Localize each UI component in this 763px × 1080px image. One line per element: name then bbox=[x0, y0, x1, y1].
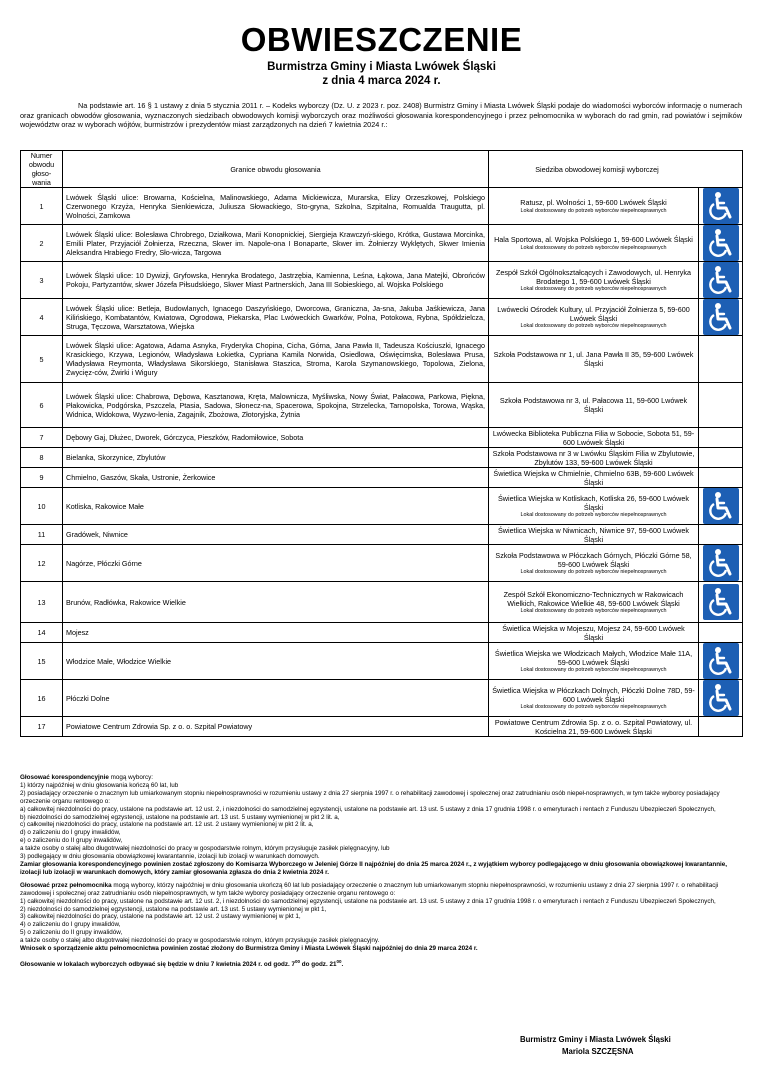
table-row bbox=[21, 468, 743, 488]
commission-seat bbox=[489, 336, 699, 383]
voting-info bbox=[20, 774, 742, 969]
proxy-heading: Głosować przez pełnomocnika mogą wyborcy, którzy najpóźniej w dniu głosowania ukończą 60 lat lub posiadający orzeczenie o znacznym lub umiarkowanym stopniu niepełnosprawności, w rozumieniu ustawy z dnia 27 sierpnia 1997 r. o rehabilitacji zawodowej i społecznej oraz zatrudnianiu osób niepełnosprawnych, w tym także wyborcy posiadający orzeczenie organu rentowego o: bbox=[20, 881, 719, 897]
proxy-deadline: Wniosek o sporządzenie aktu pełnomocnictwa powinien zostać złożony do Burmistrza Gminy i Miasta Lwówek Śląski najpóźniej do dnia 29 marca 2024 r. bbox=[20, 945, 478, 953]
seat-address: Zespół Szkół Ogólnokształcących i Zawodowych, ul. Henryka Brodatego 1, 59-600 Lwówek Śląski bbox=[496, 267, 691, 286]
column-header-seat: Siedziba obwodowej komisji wyborczej bbox=[489, 151, 743, 188]
seat-address: Powiatowe Centrum Zdrowia Sp. z o. o. Szpital Powiatowy, ul. Kościelna 21, 59-600 Lwówek Śląski bbox=[494, 717, 693, 736]
commission-seat bbox=[489, 299, 699, 336]
commission-seat bbox=[489, 225, 699, 262]
commission-seat bbox=[489, 262, 699, 299]
signature-office: Burmistrz Gminy i Miasta Lwówek Śląski bbox=[520, 1035, 671, 1044]
accessibility-cell bbox=[699, 468, 743, 488]
seat-address: Świetlica Wiejska w Kotliskach, Kotliska 26, 59-600 Lwówek Śląski bbox=[498, 493, 689, 512]
seat-address: Zespół Szkół Ekonomiczno-Technicznych w Rakowicach Wielkich, Rakowice Wielkie 48, 59-600 Lwówek Śląski bbox=[503, 589, 684, 608]
wheelchair-accessible-icon bbox=[703, 545, 739, 581]
list-item: 4) o zaliczeniu do I grupy inwalidów, bbox=[20, 921, 121, 929]
list-item: 1) którzy najpóźniej w dniu głosowania kończą 60 lat, lub bbox=[20, 781, 179, 789]
document-title: OBWIESZCZENIE bbox=[240, 21, 523, 58]
district-boundaries: Brunów, Radłówka, Rakowice Wielkie bbox=[63, 582, 489, 623]
accessibility-cell bbox=[699, 299, 743, 336]
commission-seat bbox=[489, 680, 699, 717]
seat-address: Świetlica Wiejska w Chmielnie, Chmielno 63B, 59-600 Lwówek Śląski bbox=[493, 468, 694, 487]
district-number: 3 bbox=[21, 262, 63, 299]
district-boundaries: Dębowy Gaj, Dłużec, Dworek, Górczyca, Pieszków, Radomiłowice, Sobota bbox=[63, 428, 489, 448]
accessible-note: Lokal dostosowany do potrzeb wyborców niepełnosprawnych bbox=[520, 569, 667, 576]
list-item: e) o zaliczeniu do II grupy inwalidów, bbox=[20, 837, 123, 845]
commission-seat bbox=[489, 623, 699, 643]
accessibility-cell bbox=[699, 383, 743, 428]
district-number: 7 bbox=[21, 428, 63, 448]
accessibility-cell bbox=[699, 262, 743, 299]
accessibility-cell bbox=[699, 225, 743, 262]
table-row bbox=[21, 299, 743, 336]
postal-conditions-list bbox=[20, 782, 742, 861]
column-header-number: Numer obwodu głoso-wania bbox=[21, 151, 63, 188]
seat-address: Szkoła Podstawowa nr 3 w Lwówku Śląskim Filia w Zbylutowie, Zbylutów 133, 59-600 Lwówek Śląski bbox=[492, 448, 695, 467]
table-row bbox=[21, 488, 743, 525]
district-number: 12 bbox=[21, 545, 63, 582]
district-boundaries: Lwówek Śląski ulice: Chabrowa, Dębowa, Kasztanowa, Kręta, Malownicza, Myśliwska, Nowy Świat, Pałacowa, Parkowa, Piękna, Płakowicka, Podgórska, Pszczela, Ptasia, Sadowa, Słonecz-na, Spacerowa, Spokojna, Strzelecka, Tarnopolska, Torowa, Wąska, Widnica, Widokowa, Wyzwo-lenia, Zagajnik, Zbożowa, Złotoryjska, Żytnia bbox=[63, 383, 489, 428]
accessibility-cell bbox=[699, 623, 743, 643]
accessible-note: Lokal dostosowany do potrzeb wyborców niepełnosprawnych bbox=[520, 244, 667, 251]
document-subtitle: Burmistrza Gminy i Miasta Lwówek Śląski bbox=[267, 61, 496, 73]
district-boundaries: Bielanka, Skorzynice, Zbylutów bbox=[63, 448, 489, 468]
accessibility-cell bbox=[699, 428, 743, 448]
district-number: 8 bbox=[21, 448, 63, 468]
commission-seat bbox=[489, 448, 699, 468]
commission-seat bbox=[489, 582, 699, 623]
district-boundaries: Nagórze, Płóczki Górne bbox=[63, 545, 489, 582]
wheelchair-accessible-icon bbox=[703, 584, 739, 620]
table-row bbox=[21, 643, 743, 680]
district-boundaries: Włodzice Małe, Włodzice Wielkie bbox=[63, 643, 489, 680]
signature-name: Mariola SZCZĘSNA bbox=[562, 1047, 634, 1056]
district-number: 17 bbox=[21, 717, 63, 737]
table-row bbox=[21, 448, 743, 468]
accessible-note: Lokal dostosowany do potrzeb wyborców niepełnosprawnych bbox=[520, 207, 667, 214]
accessible-note: Lokal dostosowany do potrzeb wyborców niepełnosprawnych bbox=[520, 512, 667, 519]
table-header-row bbox=[21, 151, 743, 188]
districts-table bbox=[20, 150, 743, 737]
table-row bbox=[21, 525, 743, 545]
district-number: 14 bbox=[21, 623, 63, 643]
accessible-note: Lokal dostosowany do potrzeb wyborców niepełnosprawnych bbox=[520, 323, 667, 330]
accessible-note: Lokal dostosowany do potrzeb wyborców niepełnosprawnych bbox=[520, 608, 667, 615]
table-row bbox=[21, 582, 743, 623]
table-row bbox=[21, 545, 743, 582]
district-number: 4 bbox=[21, 299, 63, 336]
list-item: 5) o zaliczeniu do II grupy inwalidów, bbox=[20, 929, 123, 937]
list-item: a także osoby o stałej albo długotrwałej niezdolności do pracy w gospodarstwie rolnym, którym przysługuje zasiłek pielęgnacyjny. bbox=[20, 937, 380, 945]
accessibility-cell bbox=[699, 336, 743, 383]
district-boundaries: Mojesz bbox=[63, 623, 489, 643]
accessible-note: Lokal dostosowany do potrzeb wyborców niepełnosprawnych bbox=[520, 704, 667, 711]
seat-address: Ratusz, pl. Wolności 1, 59-600 Lwówek Śląski bbox=[520, 198, 667, 208]
list-item: a) całkowitej niezdolności do pracy, ustalone na podstawie art. 12 ust. 2, i niezdolności do samodzielnej egzystencji, ustalone na podstawie art. 13 ust. 5 ustawy z dnia 17 grudnia 1998 r. o emeryturach i rentach z Funduszu Ubezpieczeń Społecznych, bbox=[20, 805, 716, 813]
district-boundaries: Płóczki Dolne bbox=[63, 680, 489, 717]
list-item: a także osoby o stałej albo długotrwałej niezdolności do pracy w gospodarstwie rolnym, którym przysługuje zasiłek pielęgnacyjny, lub bbox=[20, 845, 390, 853]
table-row bbox=[21, 623, 743, 643]
commission-seat bbox=[489, 643, 699, 680]
accessibility-cell bbox=[699, 582, 743, 623]
list-item: c) całkowitej niezdolności do pracy, ustalone na podstawie art. 12 ust. 2 ustawy wymienionej w pkt 2 lit. a, bbox=[20, 821, 314, 829]
seat-address: Świetlica Wiejska we Włodzicach Małych, Włodzice Małe 11A, 59-600 Lwówek Śląski bbox=[494, 648, 693, 667]
table-row bbox=[21, 188, 743, 225]
column-header-area: Granice obwodu głosowania bbox=[63, 151, 489, 188]
district-number: 16 bbox=[21, 680, 63, 717]
accessibility-cell bbox=[699, 680, 743, 717]
district-number: 11 bbox=[21, 525, 63, 545]
voting-hours: Głosowanie w lokalach wyborczych odbywać się będzie w dniu 7 kwietnia 2024 r. od godz. $7^{00}$ do godz. $21^{00}$. bbox=[20, 958, 344, 969]
commission-seat bbox=[489, 545, 699, 582]
list-item: 2) niezdolności do samodzielnej egzystencji, ustalone na podstawie art. 13 ust. 5 ustawy wymienionej w pkt 1, bbox=[20, 905, 327, 913]
commission-seat bbox=[489, 188, 699, 225]
accessibility-cell bbox=[699, 188, 743, 225]
list-item: 3) całkowitej niezdolności do pracy, ustalone na podstawie art. 12 ust. 2 ustawy wymienionej w pkt 1, bbox=[20, 913, 301, 921]
proxy-conditions-list bbox=[20, 898, 742, 945]
district-number: 15 bbox=[21, 643, 63, 680]
list-item: d) o zaliczeniu do I grupy inwalidów, bbox=[20, 829, 121, 837]
district-number: 2 bbox=[21, 225, 63, 262]
accessibility-cell bbox=[699, 525, 743, 545]
commission-seat bbox=[489, 488, 699, 525]
district-boundaries: Lwówek Śląski ulice: Bolesława Chrobrego, Działkowa, Marii Konopnickiej, Siergieja Krawczyń-skiego, Krótka, Gustawa Morcinka, Emilii Plater, Przyjaciół Żołnierza, Rzeczna, Skwer im. Napole-ona I Bonaparte, Skwer im. Żołnierzy Wyklętych, Skwer Imienia Aleksandra Hrabiego Fredry, Sło-wicza, Targowa bbox=[63, 225, 489, 262]
wheelchair-accessible-icon bbox=[703, 680, 739, 716]
district-number: 5 bbox=[21, 336, 63, 383]
postal-deadline: Zamiar głosowania korespondencyjnego powinien zostać zgłoszony do Komisarza Wyborczego w Jeleniej Górze II najpóźniej do dnia 25 marca 2024 r., z wyjątkiem wyborcy podlegającego w dniu głosowania obowiązkowej kwarantannie, izolacji lub izolacji w warunkach domowych, który zamiar głosowania zgłasza do dnia 2 kwietnia 2024 r. bbox=[20, 860, 728, 876]
document-date: z dnia 4 marca 2024 r. bbox=[322, 75, 441, 87]
district-boundaries: Lwówek Śląski ulice: Agatowa, Adama Asnyka, Fryderyka Chopina, Cicha, Górna, Jana Pawła II, Tadeusza Kościuszki, Ignacego Krasickiego, Krzywa, Legionów, Władysława Łokietka, Cypriana Kamila Norwida, Osiedlowa, Oświęcimska, Bolesława Prusa, Władysława Reymonta, Władysława Sikorskiego, Stanisława Staszica, Stroma, Karola Szymanowskiego, Topolowa, Zielona, Zwycięz-ców, Żwirki i Wigury bbox=[63, 336, 489, 383]
list-item: 1) całkowitej niezdolności do pracy, ustalone na podstawie art. 12 ust. 2, i niezdolności do samodzielnej egzystencji, ustalone na podstawie art. 13 ust. 5 ustawy z dnia 17 grudnia 1998 r. o emeryturach i rentach z Funduszu Ubezpieczeń Społecznych, bbox=[20, 897, 716, 905]
wheelchair-accessible-icon bbox=[703, 299, 739, 335]
commission-seat bbox=[489, 717, 699, 737]
district-boundaries: Lwówek Śląski ulice: Browarna, Kościelna, Malinowskiego, Adama Mickiewicza, Murarska, Elizy Orzeszkowej, Polskiego Czerwonego Krzyża, Henryka Sienkiewicza, Juliusza Słowackiego, Sto-gryna, Szkolna, Szpitalna, Romualda Traugutta, pl. Wolności, Zamkowa bbox=[63, 188, 489, 225]
list-item: 2) posiadający orzeczenie o znacznym lub umiarkowanym stopniu niepełnosprawności w rozumieniu ustawy z dnia 27 sierpnia 1997 r. o rehabilitacji zawodowej i społecznej oraz zatrudnianiu osób niepeł-nosprawnych, w tym także wyborcy posiadający orzeczenie organu rentowego o: bbox=[20, 789, 720, 805]
commission-seat bbox=[489, 428, 699, 448]
wheelchair-accessible-icon bbox=[703, 188, 739, 224]
accessibility-cell bbox=[699, 545, 743, 582]
seat-address: Lwówecki Ośrodek Kultury, ul. Przyjaciół Żołnierza 5, 59-600 Lwówek Śląski bbox=[497, 304, 690, 323]
seat-address: Szkoła Podstawowa w Płóczkach Górnych, Płóczki Górne 58, 59-600 Lwówek Śląski bbox=[495, 550, 692, 569]
accessibility-cell bbox=[699, 717, 743, 737]
district-boundaries: Powiatowe Centrum Zdrowia Sp. z o. o. Szpital Powiatowy bbox=[63, 717, 489, 737]
commission-seat bbox=[489, 383, 699, 428]
seat-address: Szkoła Podstawowa nr 1, ul. Jana Pawła II 35, 59-600 Lwówek Śląski bbox=[493, 350, 694, 369]
wheelchair-accessible-icon bbox=[703, 488, 739, 524]
table-row bbox=[21, 680, 743, 717]
seat-address: Świetlica Wiejska w Mojeszu, Mojesz 24, 59-600 Lwówek Śląski bbox=[502, 623, 685, 642]
table-row bbox=[21, 262, 743, 299]
list-item: 3) podlegający w dniu głosowania obowiązkowej kwarantannie, izolacji lub izolacji w warunkach domowych. bbox=[20, 853, 320, 861]
list-item: b) niezdolności do samodzielnej egzystencji, ustalone na podstawie art. 13 ust. 5 ustawy wymienionej w pkt 2 lit. a, bbox=[20, 813, 340, 821]
intro-paragraph: Na podstawie art. 16 § 1 ustawy z dnia 5 stycznia 2011 r. – Kodeks wyborczy (Dz. U. z 2023 r. poz. 2408) Burmistrz Gminy i Miasta Lwówek Śląski podaje do wiadomości wyborców informację o numerach oraz granicach obwodów głosowania, wyznaczonych siedzibach obwodowych komisji wyborczych oraz możliwości głosowania korespondencyjnego i przez pełnomocnika w wyborach do rad gmin, rad powiatów i sejmików województw oraz w wyborach wójtów, burmistrzów i prezydentów miast zarządzonych na dzień 7 kwietnia 2024 r.: bbox=[20, 101, 742, 130]
seat-address: Lwówecka Biblioteka Publiczna Filia w Sobocie, Sobota 51, 59-600 Lwówek Śląski bbox=[492, 428, 695, 447]
seat-address: Hala Sportowa, al. Wojska Polskiego 1, 59-600 Lwówek Śląski bbox=[494, 235, 693, 245]
district-number: 13 bbox=[21, 582, 63, 623]
district-boundaries: Kotliska, Rakowice Małe bbox=[63, 488, 489, 525]
table-row bbox=[21, 383, 743, 428]
seat-address: Świetlica Wiejska w Niwnicach, Niwnice 97, 59-600 Lwówek Śląski bbox=[498, 525, 689, 544]
wheelchair-accessible-icon bbox=[703, 643, 739, 679]
district-boundaries: Lwówek Śląski ulice: 10 Dywizji, Gryfowska, Henryka Brodatego, Jastrzębia, Kamienna, Leśna, Łąkowa, Jana Matejki, Obrońców Pokoju, Partyzantów, skwer Józefa Piłsudskiego, Skwer Miast Partnerskich, Jana III Sobieskiego, al. Wojska Polskiego bbox=[63, 262, 489, 299]
accessible-note: Lokal dostosowany do potrzeb wyborców niepełnosprawnych bbox=[520, 667, 667, 674]
accessible-note: Lokal dostosowany do potrzeb wyborców niepełnosprawnych bbox=[520, 286, 667, 293]
district-number: 9 bbox=[21, 468, 63, 488]
district-number: 10 bbox=[21, 488, 63, 525]
table-row bbox=[21, 225, 743, 262]
district-boundaries: Gradówek, Niwnice bbox=[63, 525, 489, 545]
district-number: 1 bbox=[21, 188, 63, 225]
accessibility-cell bbox=[699, 643, 743, 680]
wheelchair-accessible-icon bbox=[703, 262, 739, 298]
district-boundaries: Lwówek Śląski ulice: Betleja, Budowlanych, Ignacego Daszyńskiego, Dworcowa, Graniczna, Ja-sna, Jakuba Jaśkiewicza, Jana Kilińskiego, Kombatantów, Kwiatowa, Ogrodowa, Piekarska, Plac Lwóweckich Gwarków, Polna, Potokowa, Rybna, Spółdzielcza, Struga, Tęczowa, Warsztatowa, Wiejska bbox=[63, 299, 489, 336]
accessibility-cell bbox=[699, 448, 743, 468]
commission-seat bbox=[489, 468, 699, 488]
wheelchair-accessible-icon bbox=[703, 225, 739, 261]
postal-heading: Głosować korespondencyjnie mogą wyborcy: bbox=[20, 774, 153, 781]
table-row bbox=[21, 336, 743, 383]
seat-address: Szkoła Podstawowa nr 3, ul. Pałacowa 11, 59-600 Lwówek Śląski bbox=[499, 396, 688, 415]
table-row bbox=[21, 428, 743, 448]
accessibility-cell bbox=[699, 488, 743, 525]
district-boundaries: Chmielno, Gaszów, Skała, Ustronie, Żerkowice bbox=[63, 468, 489, 488]
commission-seat bbox=[489, 525, 699, 545]
table-row bbox=[21, 717, 743, 737]
district-number: 6 bbox=[21, 383, 63, 428]
seat-address: Świetlica Wiejska w Płóczkach Dolnych, Płóczki Dolne 78D, 59-600 Lwówek Śląski bbox=[492, 685, 695, 704]
